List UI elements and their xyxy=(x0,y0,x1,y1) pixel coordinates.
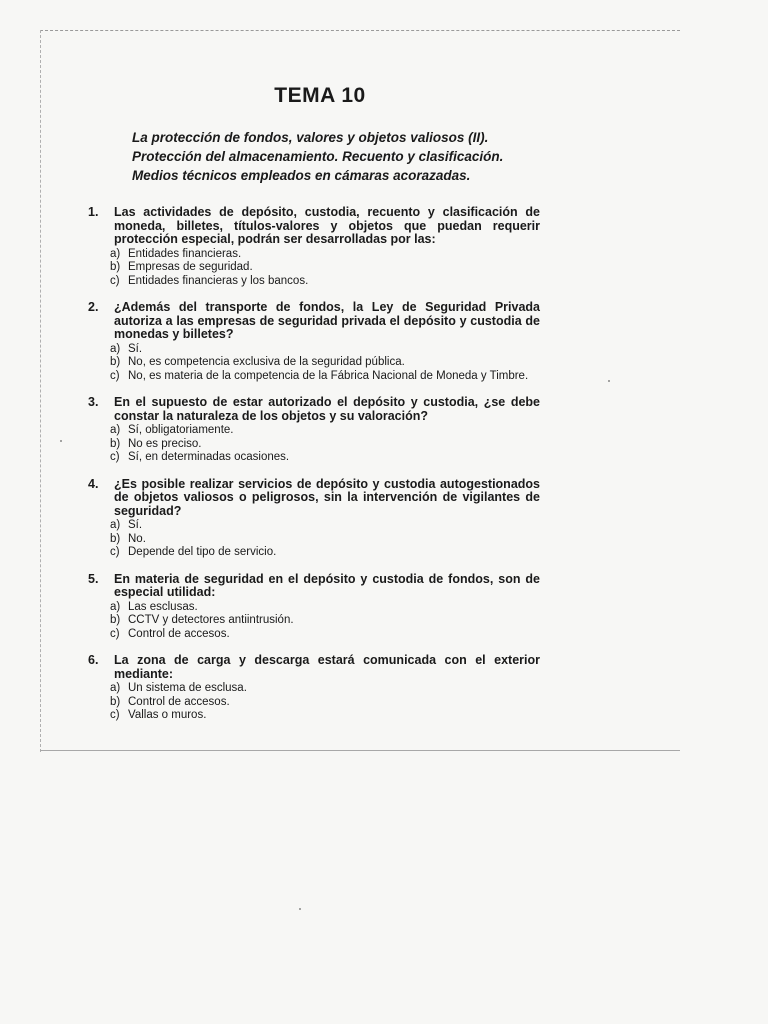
option-letter: b) xyxy=(110,437,121,450)
option-text: CCTV y detectores antiintrusión. xyxy=(128,614,294,626)
option-letter: c) xyxy=(110,709,120,721)
scan-speck xyxy=(299,908,301,910)
scan-edge-bottom xyxy=(40,750,680,751)
answer-option xyxy=(110,261,540,275)
question-text: En el supuesto de estar autorizado el depósito y custodia, ¿se debe constar la naturaleza de los objetos y su valoración? xyxy=(114,395,540,423)
answer-option xyxy=(110,343,540,357)
option-letter: a) xyxy=(110,247,121,260)
option-list xyxy=(110,682,540,723)
subtitle-line: Medios técnicos empleados en cámaras acorazadas. xyxy=(132,168,471,183)
option-letter: c) xyxy=(110,369,120,382)
option-text: Sí. xyxy=(128,519,143,531)
subtitle-line: Protección del almacenamiento. Recuento y clasificación. xyxy=(132,149,504,164)
question-text: La zona de carga y descarga estará comunicada con el exterior mediante: xyxy=(114,653,540,681)
question xyxy=(88,396,540,465)
answer-option xyxy=(110,614,540,628)
option-letter: a) xyxy=(110,682,121,694)
scan-edge-left xyxy=(40,30,41,752)
question-text: ¿Además del transporte de fondos, la Ley de Seguridad Privada autoriza a las empresas de seguridad privada el depósito y custodia de monedas y billetes? xyxy=(114,300,540,341)
option-text: Empresas de seguridad. xyxy=(128,261,253,273)
question-number: 1. xyxy=(88,205,99,219)
option-list xyxy=(110,343,540,384)
option-text: Control de accesos. xyxy=(128,695,230,708)
option-text: No. xyxy=(128,532,146,545)
question-text: ¿Es posible realizar servicios de depósito y custodia autogestionados de objetos valiosos o peligrosos, sin la intervención de vigilantes de seguridad? xyxy=(114,476,540,518)
option-text: Un sistema de esclusa. xyxy=(128,682,247,694)
option-list xyxy=(110,601,540,642)
subtitle-line: La protección de fondos, valores y objetos valiosos (II). xyxy=(132,130,489,145)
question xyxy=(88,478,540,560)
option-text: Las esclusas. xyxy=(128,600,198,613)
option-letter: a) xyxy=(110,424,121,436)
option-text: Entidades financieras y los bancos. xyxy=(128,274,309,287)
option-list xyxy=(110,248,540,289)
answer-option xyxy=(110,424,540,438)
question xyxy=(88,206,540,288)
option-letter: c) xyxy=(110,627,120,640)
option-letter: b) xyxy=(110,261,121,273)
question-list xyxy=(88,206,540,736)
question-number: 3. xyxy=(88,395,99,409)
question xyxy=(88,573,540,642)
option-text: Sí, en determinadas ocasiones. xyxy=(128,451,290,463)
answer-option xyxy=(110,533,540,547)
scan-speck xyxy=(60,440,62,442)
answer-option xyxy=(110,451,540,465)
question-number: 4. xyxy=(88,476,99,491)
answer-option xyxy=(110,709,540,723)
option-letter: b) xyxy=(110,614,121,626)
option-letter: b) xyxy=(110,356,121,368)
question-text: Las actividades de depósito, custodia, recuento y clasificación de moneda, billetes, títulos-valores y objetos que puedan requerir protección especial, podrán ser desarrolladas por las: xyxy=(114,205,540,246)
option-text: No es preciso. xyxy=(128,437,202,450)
scan-speck xyxy=(608,380,610,382)
answer-option xyxy=(110,356,540,370)
question xyxy=(88,301,540,383)
question-text: En materia de seguridad en el depósito y custodia de fondos, son de especial utilidad: xyxy=(114,571,540,599)
option-text: No, es competencia exclusiva de la seguridad pública. xyxy=(128,356,405,368)
option-text: Sí, obligatoriamente. xyxy=(128,424,234,436)
answer-option xyxy=(110,601,540,615)
option-letter: b) xyxy=(110,695,121,708)
option-letter: c) xyxy=(110,274,120,287)
option-letter: a) xyxy=(110,600,121,613)
question-number: 2. xyxy=(88,300,99,314)
answer-option xyxy=(110,370,540,384)
answer-option xyxy=(110,696,540,710)
option-letter: a) xyxy=(110,342,121,355)
answer-option xyxy=(110,682,540,696)
question-number: 5. xyxy=(88,571,99,586)
option-letter: c) xyxy=(110,546,120,558)
answer-option xyxy=(110,519,540,533)
option-text: Entidades financieras. xyxy=(128,247,242,260)
topic-subtitle xyxy=(132,128,552,185)
question-number: 6. xyxy=(88,653,99,667)
option-text: No, es materia de la competencia de la Fábrica Nacional de Moneda y Timbre. xyxy=(128,369,529,382)
option-list xyxy=(110,519,540,560)
page-title: TEMA 10 xyxy=(274,84,366,107)
question xyxy=(88,654,540,723)
answer-option xyxy=(110,546,540,560)
option-letter: c) xyxy=(110,451,120,463)
scan-edge-top xyxy=(40,30,680,31)
answer-option xyxy=(110,248,540,262)
option-letter: a) xyxy=(110,519,121,531)
answer-option xyxy=(110,438,540,452)
option-text: Depende del tipo de servicio. xyxy=(128,546,277,558)
option-text: Vallas o muros. xyxy=(128,709,207,721)
option-list xyxy=(110,424,540,465)
option-letter: b) xyxy=(110,532,121,545)
option-text: Control de accesos. xyxy=(128,627,230,640)
answer-option xyxy=(110,275,540,289)
option-text: Sí. xyxy=(128,342,143,355)
answer-option xyxy=(110,628,540,642)
